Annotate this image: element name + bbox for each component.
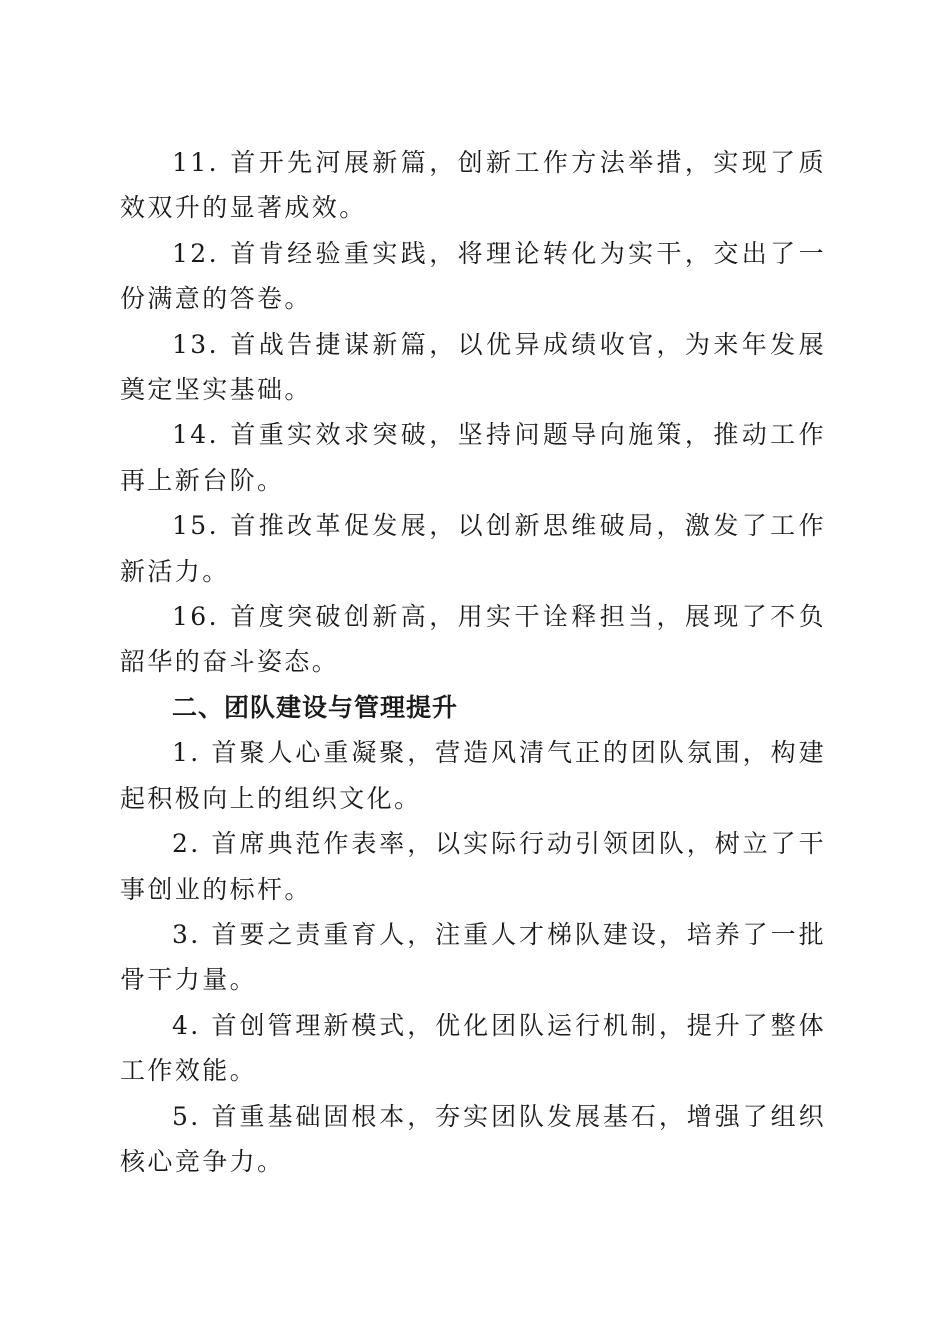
- team-item-5: 5. 首重基础固根本，夯实团队发展基石，增强了组织核心竞争力。: [120, 1101, 826, 1176]
- team-item-3: 3. 首要之责重育人，注重人才梯队建设，培养了一批骨干力量。: [120, 919, 826, 995]
- list-item-13: 13. 首战告捷谋新篇，以优异成绩收官，为来年发展奠定坚实基础。: [120, 329, 826, 405]
- team-item-4: 4. 首创管理新模式，优化团队运行机制，提升了整体工作效能。: [120, 1010, 826, 1086]
- list-item-11: 11. 首开先河展新篇，创新工作方法举措，实现了质效双升的显著成效。: [120, 148, 826, 223]
- section-heading-team: 二、团队建设与管理提升: [172, 692, 459, 722]
- list-item-12: 12. 首肯经验重实践，将理论转化为实干，交出了一份满意的答卷。: [120, 238, 826, 314]
- team-item-1: 1. 首聚人心重凝聚，营造风清气正的团队氛围，构建起积极向上的组织文化。: [120, 738, 826, 813]
- list-item-15: 15. 首推改革促发展，以创新思维破局，激发了工作新活力。: [120, 511, 826, 586]
- document-body: [120, 140, 826, 1184]
- list-item-14: 14. 首重实效求突破，坚持问题导向施策，推动工作再上新台阶。: [120, 420, 826, 495]
- list-item-16: 16. 首度突破创新高，用实干诠释担当，展现了不负韶华的奋斗姿态。: [120, 602, 826, 677]
- team-item-2: 2. 首席典范作表率，以实际行动引领团队，树立了干事创业的标杆。: [120, 829, 826, 904]
